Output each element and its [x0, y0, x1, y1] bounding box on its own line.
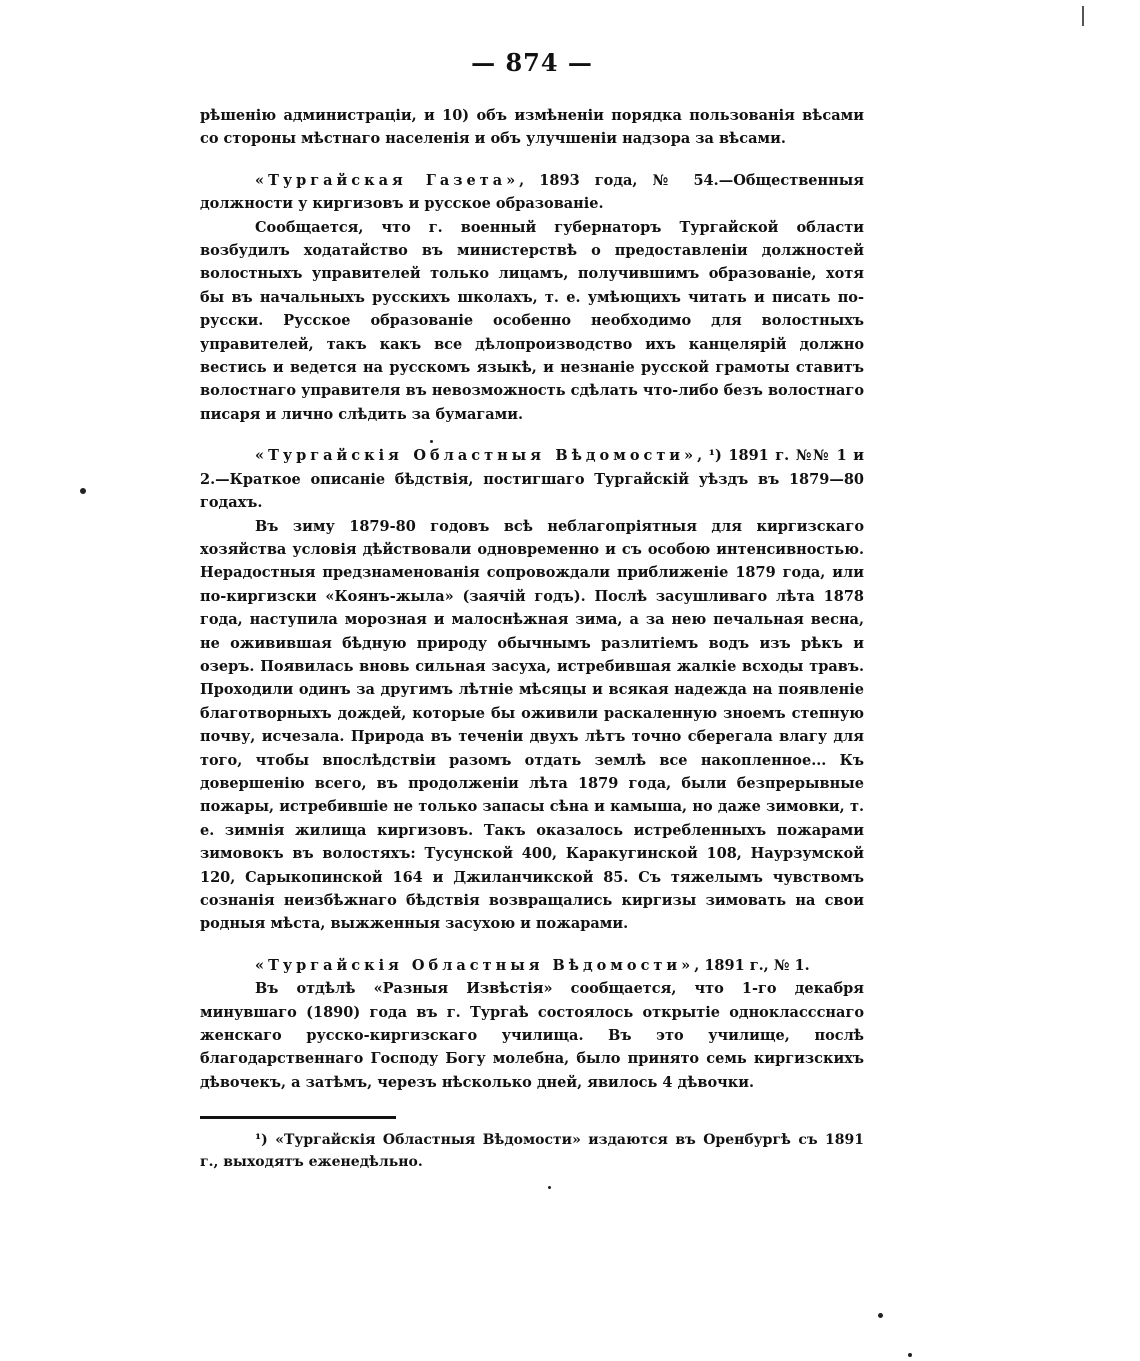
section-body: Въ зиму 1879-80 годовъ всѣ неблагопріятныя для киргизскаго хозяйства условія дѣйствовали одновременно и съ особою интенсивностью. Нерадостныя предзнаменованія сопровождали приближеніе 1879 года, или по-киргизски «Коянъ-жыла» (заячій годъ). Послѣ засушливаго лѣта 1878 года, наступила морозная и малоснѣжная зима, а за нею печальная весна, не оживившая бѣдную природу обычнымъ разлитіемъ водъ изъ рѣкъ и озеръ. Появилась вновь сильная засуха, истребившая жалкіе всходы травъ. Проходили одинъ за другимъ лѣтніе мѣсяцы и всякая надежда на появленіе благотворныхъ дождей, которые бы оживили раскаленную зноемъ степную почву, исчезала. Природа въ теченіи двухъ лѣтъ точно сберегала влагу для того, чтобы впослѣдствіи разомъ отдать землѣ все накопленное... Къ довершенію всего, въ продолженіи лѣта 1879 года, были безпрерывные пожары, истребившіе не только запасы сѣна и камыша, но даже зимовки, т. е. зимнія жилища киргизовъ. Такъ оказалось истребленныхъ пожарами зимовокъ въ волостяхъ: Тусунской 400, Каракугинской 108, Наурзумской 120, Сарыкопинской 164 и Джиланчикской 85. Съ тяжелымъ чувствомъ сознанія неизбѣжнаго бѣдствія возвращались киргизы зимовать на свои родныя мѣста, выжженныя засухою и пожарами.	[200, 517, 864, 933]
source-title: «Тургайскія Областныя Вѣдомости»	[255, 447, 698, 465]
page-number: — 874 —	[471, 48, 593, 77]
section-heading	[200, 169, 864, 216]
section-body: Сообщается, что г. военный губернаторъ Тургайской области возбудилъ ходатайство въ министерствѣ о предоставленіи должностей волостныхъ управителей только лицамъ, получившимъ образованіе, хотя бы въ начальныхъ русскихъ школахъ, т. е. умѣющихъ читать и писать по-русски. Русское образованіе особенно необходимо для волостныхъ управителей, такъ какъ все дѣлопроизводство ихъ канцелярій должно вестись и ведется на русскомъ языкѣ, и незнаніе русской грамоты ставитъ волостнаго управителя въ невозможность сдѣлать что-либо безъ волостнаго писаря и лично слѣдить за бумагами.	[200, 218, 864, 423]
source-details: , 1893 года, № 54.—Общественныя должности у киргизовъ и русское образованіе.	[200, 171, 864, 213]
source-details: , 1891 г., № 1.	[694, 956, 810, 974]
section-oblast-vedomosti-1	[200, 444, 864, 936]
scan-speck	[430, 440, 433, 443]
scan-speck	[908, 1353, 912, 1357]
section-heading	[200, 954, 864, 977]
scan-speck	[878, 1313, 883, 1318]
scan-speck	[80, 488, 86, 494]
footnote-divider	[200, 1116, 396, 1119]
scan-edge-mark	[1082, 6, 1084, 26]
section-turgai-gazette	[200, 169, 864, 426]
source-title: «Тургайскія Областныя Вѣдомости»	[255, 956, 695, 974]
source-title: «Тургайская Газета»	[255, 171, 520, 189]
section-body: Въ отдѣлѣ «Разныя Извѣстія» сообщается, что 1-го декабря минувшаго (1890) года въ г. Тургаѣ состоялось открытіе одноклассснаго женскаго русско-киргизскаго училища. Въ это училище, послѣ благодарственнаго Господу Богу молебна, было принято семь киргизскихъ дѣвочекъ, а затѣмъ, черезъ нѣсколько дней, явилось 4 дѣвочки.	[200, 980, 864, 1091]
section-heading	[200, 444, 864, 514]
scan-speck	[548, 1186, 551, 1189]
footnote: ¹) «Тургайскія Областныя Вѣдомости» издаются въ Оренбургѣ съ 1891 г., выходятъ еженедѣльно.	[200, 1132, 864, 1171]
section-oblast-vedomosti-2	[200, 954, 864, 1094]
intro-paragraph: рѣшенію администраціи, и 10) объ измѣненіи порядка пользованія вѣсами со стороны мѣстнаго населенія и объ улучшеніи надзора за вѣсами.	[200, 107, 864, 148]
page-content	[200, 48, 864, 1173]
source-details: , ¹) 1891 г. №№ 1 и 2.—Краткое описаніе бѣдствія, постигшаго Тургайскій уѣздъ въ 1879—80 годахъ.	[200, 447, 864, 512]
